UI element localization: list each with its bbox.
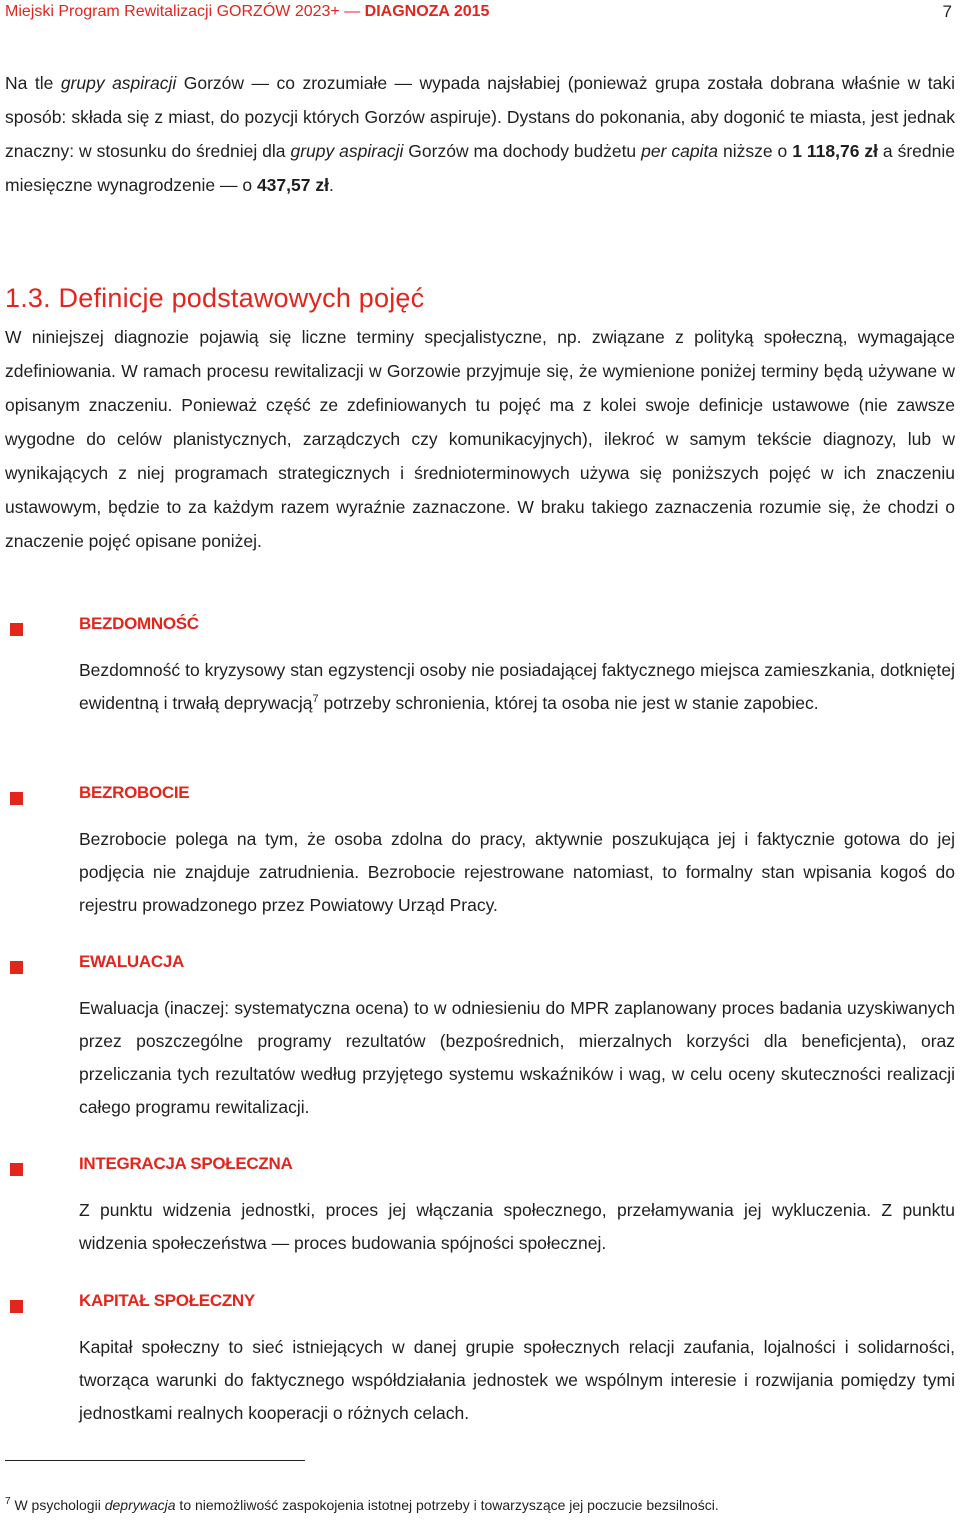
footnote-emphasis: deprywacja — [104, 1497, 176, 1513]
section-lead-paragraph: W niniejszej diagnozie pojawią się liczne terminy specjalistyczne, np. związane z polityką społeczną, wymagające zdefiniowania. W ramach procesu rewitalizacji w Gorzowie przyjmuje się, że wymienione poniżej terminy będą używane w opisanym znaczeniu. Ponieważ część ze zdefiniowanych tu pojęć ma z kolei swoje definicje ustawowe (nie zawsze wygodne do celów planistycznych, zarządczych czy komunikacyjnych), ilekroć w samym tekście diagnozy, lub w wynikających z niej programach strategicznych i średnioterminowych używa się poniższych pojęć w ich znaczeniu ustawowym, będzie to za każdym razem wyraźnie zaznaczone. W braku takiego zaznaczenia rozumie się, że chodzi o znaczenie pojęć opisane poniżej. — [5, 327, 955, 551]
intro-text: Gorzów ma dochody budżetu — [403, 141, 642, 161]
term-definition — [79, 654, 955, 720]
term-definition: Kapitał społeczny to sieć istniejących w danej grupie społecznych relacji zaufania, lojalności i solidarności, tworząca warunki do faktycznego współdziałania jednostek we wspólnym interesie i rozwijania pomiędzy tymi jednostkami realnych kooperacji o różnych celach. — [79, 1337, 955, 1423]
square-bullet-icon — [10, 623, 23, 636]
footnote-text: W psychologii — [10, 1497, 105, 1513]
term-name: BEZROBOCIE — [79, 783, 190, 802]
term-name: INTEGRACJA SPOŁECZNA — [79, 1154, 293, 1173]
intro-text: . — [328, 175, 334, 195]
term-definition: Z punktu widzenia jednostki, proces jej włączania społecznego, przełamywania jej wykluczenia. Z punktu widzenia społeczeństwa — proces budowania spójności społecznej. — [79, 1200, 955, 1253]
square-bullet-icon — [10, 961, 23, 974]
intro-text: Gorzów — co zrozumiałe — wypada najsłabiej (ponieważ grupa została dobrana właśnie w taki sposób: składa się z miast, do pozycji których Gorzów aspiruje). Dystans do pokonania, aby dogonić te miasta, jest jednak znaczny: w stosunku do średniej dla — [5, 73, 956, 161]
square-bullet-icon — [10, 792, 23, 805]
square-bullet-icon — [10, 1163, 23, 1176]
document-title — [5, 3, 489, 21]
footnote-mark: 7 — [5, 1496, 11, 1507]
footnote-text: to niemożliwość zaspokojenia istotnej potrzeby i towarzyszące jej poczucie bezsilności. — [175, 1497, 719, 1513]
page-number: 7 — [942, 2, 952, 21]
intro-text: a średnie miesięczne wynagrodzenie — o — [5, 141, 955, 195]
intro-emphasis: per capita — [641, 141, 719, 161]
intro-emphasis: grupy aspiracji — [60, 73, 177, 93]
term-definition-text: Bezdomność to kryzysowy stan egzystencji osoby nie posiadającej faktycznego miejsca zamieszkania, dotkniętej ewidentną i trwałą deprywacją — [79, 660, 955, 713]
intro-text: Na tle — [5, 73, 61, 93]
document-title-main: Miejski Program Rewitalizacji GORZÓW 2023+ — — [5, 3, 365, 20]
footnote-separator — [5, 1460, 305, 1461]
intro-emphasis: grupy aspiracji — [290, 141, 404, 161]
intro-paragraph — [5, 66, 955, 202]
section-heading: 1.3. Definicje podstawowych pojęć — [5, 283, 425, 313]
intro-value: 1 118,76 zł — [792, 141, 878, 161]
running-header — [5, 0, 952, 24]
term-name: KAPITAŁ SPOŁECZNY — [79, 1291, 255, 1310]
term-definition: Bezrobocie polega na tym, że osoba zdolna do pracy, aktywnie poszukująca jej i faktycznie gotowa do jej podjęcia nie znajduje zatrudnienia. Bezrobocie rejestrowane natomiast, to formalny stan wpisania kogoś do rejestru prowadzonego przez Powiatowy Urząd Pracy. — [79, 829, 955, 915]
term-definition-text: potrzeby schronienia, której ta osoba nie jest w stanie zapobiec. — [318, 693, 819, 713]
term-name: EWALUACJA — [79, 952, 184, 971]
footnote-reference[interactable]: 7 — [312, 693, 319, 706]
term-definition: Ewaluacja (inaczej: systematyczna ocena) to w odniesieniu do MPR zaplanowany proces badania uzyskiwanych przez poszczególne programy rezultatów (bezpośrednich, mierzalnych korzyści dla beneficjenta), oraz przeliczania tych rezultatów według przyjętego systemu wskaźników i wag, w celu oceny skuteczności realizacji całego programu rewitalizacji. — [79, 998, 955, 1117]
term-name: BEZDOMNOŚĆ — [79, 614, 199, 633]
footnote — [5, 1497, 719, 1513]
intro-value: 437,57 zł — [256, 175, 329, 195]
square-bullet-icon — [10, 1300, 23, 1313]
intro-text: niższe o — [718, 141, 793, 161]
document-title-bold: DIAGNOZA 2015 — [364, 3, 490, 20]
